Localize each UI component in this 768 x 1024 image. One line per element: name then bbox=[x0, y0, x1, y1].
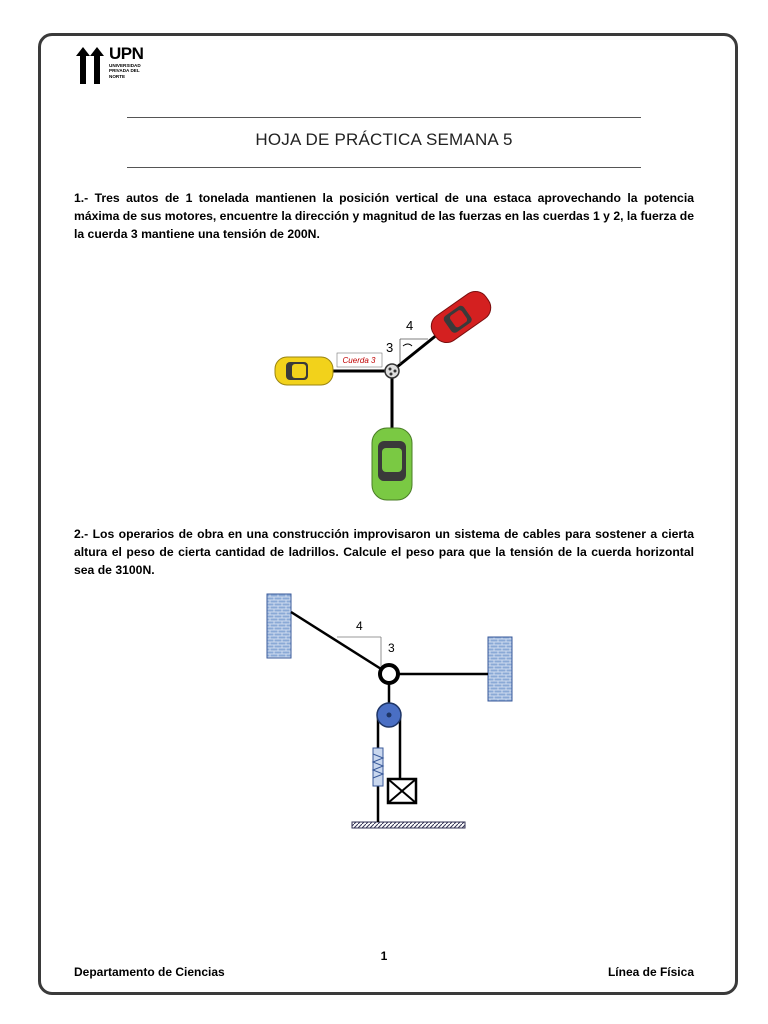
right-brick-wall bbox=[488, 637, 512, 701]
figure-cable-system bbox=[262, 588, 522, 834]
problem-2-statement: Los operarios de obra en una construcción improvisaron un sistema de cables para sostener a cierta altura el peso de cierta cantidad de ladrillos. Calcule el peso para que la tensión de la cuerda horizontal sea de 3100N. bbox=[74, 527, 694, 577]
fig1-label-3: 3 bbox=[386, 340, 394, 355]
page-number: 1 bbox=[380, 949, 388, 963]
problem-1-text bbox=[74, 189, 694, 243]
logo-subtitle: UNIVERSIDAD PRIVADA DEL NORTE bbox=[109, 63, 141, 79]
problem-1-statement: Tres autos de 1 tonelada mantienen la posición vertical de una estaca aprovechando la potencia máxima de sus motores, encuentre la dirección y magnitud de las fuerzas en las cuerdas 1 y 2, la fuerza de la cuerda 3 mantiene una tensión de 200N. bbox=[74, 191, 694, 241]
title-rule-bottom bbox=[127, 167, 641, 168]
logo-text bbox=[109, 45, 149, 79]
figure-cars-stake bbox=[266, 284, 506, 504]
problem-2-number: 2.- bbox=[74, 527, 89, 541]
ground bbox=[352, 822, 465, 828]
left-brick-wall bbox=[267, 594, 291, 658]
green-car-icon bbox=[372, 428, 412, 500]
fig1-label-4: 4 bbox=[406, 318, 414, 333]
problem-2-text bbox=[74, 525, 694, 579]
red-car-icon bbox=[426, 286, 496, 347]
page-title: HOJA DE PRÁCTICA SEMANA 5 bbox=[255, 130, 513, 149]
page-frame bbox=[38, 33, 738, 995]
fig2-label-3: 3 bbox=[388, 641, 395, 655]
title-rule-top bbox=[127, 117, 641, 118]
footer-area: Línea de Física bbox=[607, 965, 694, 979]
footer-department: Departamento de Ciencias bbox=[74, 965, 225, 979]
rope-3-label: Cuerda 3 bbox=[342, 356, 376, 365]
logo-name: UPN bbox=[109, 44, 144, 63]
yellow-car-icon bbox=[275, 357, 333, 385]
problem-1-number: 1.- bbox=[74, 191, 89, 205]
fig2-label-4: 4 bbox=[356, 619, 363, 633]
ring-icon bbox=[380, 665, 398, 683]
